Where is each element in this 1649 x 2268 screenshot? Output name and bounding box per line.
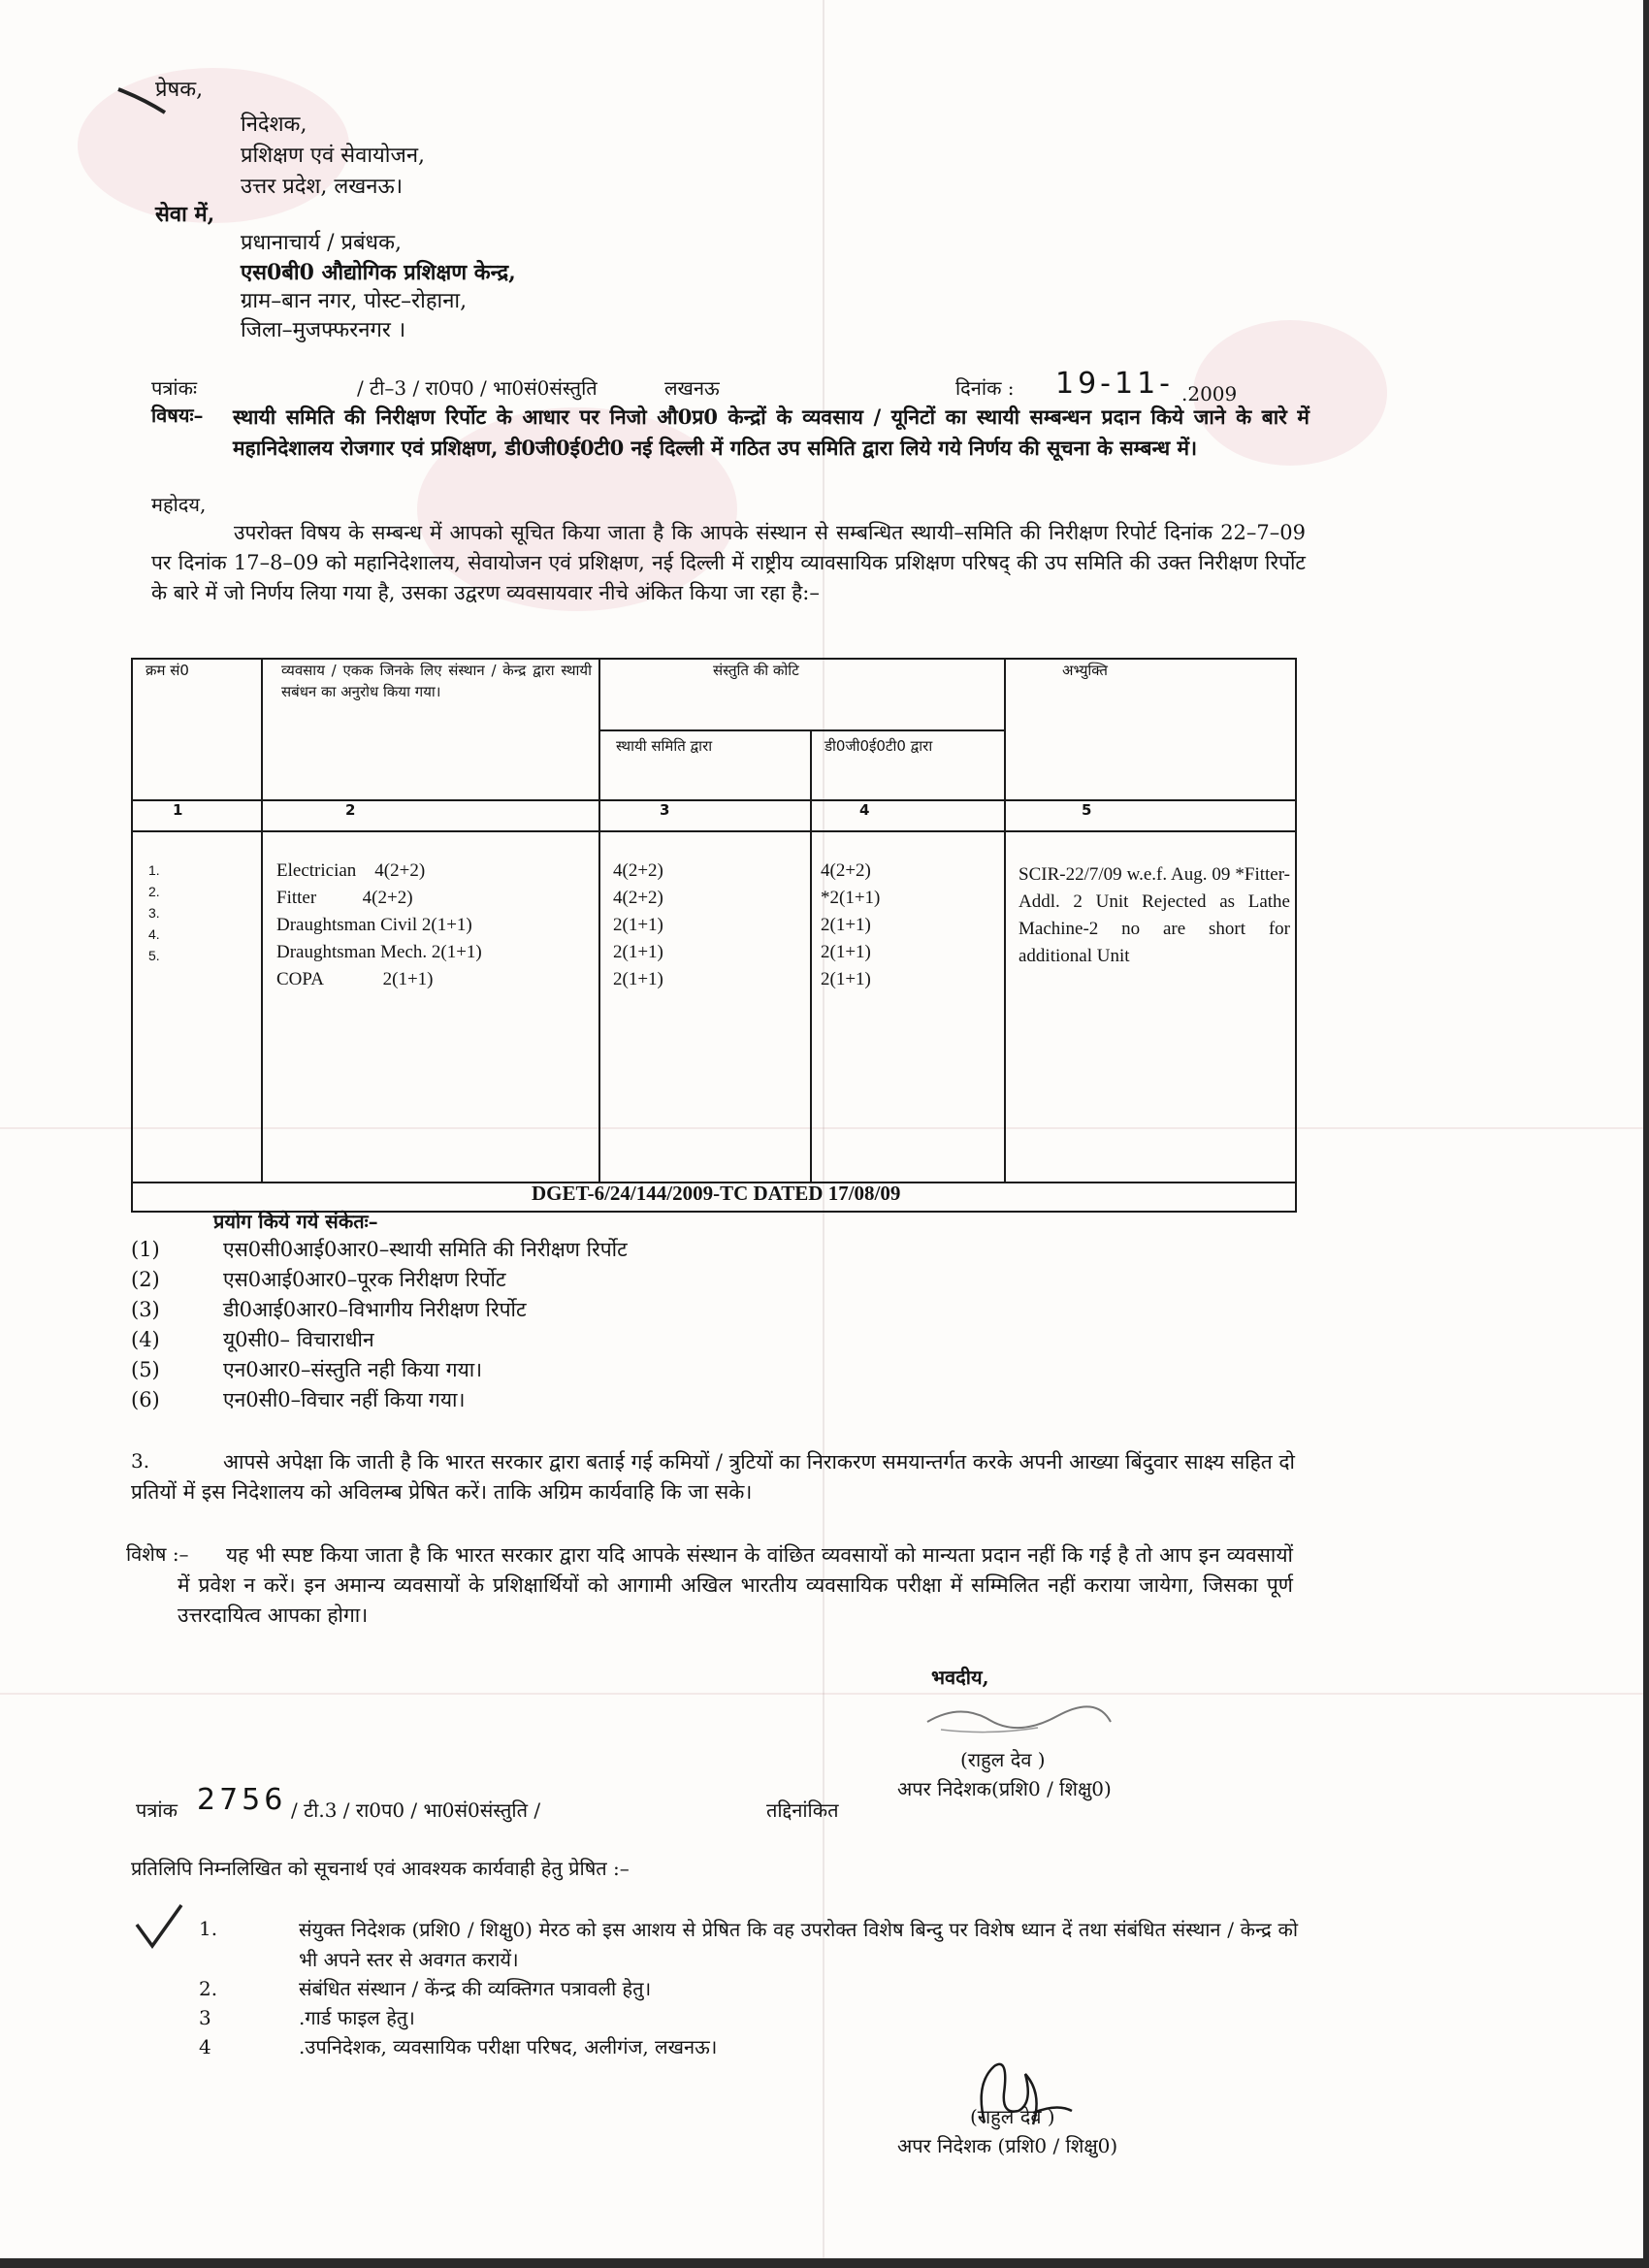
- copy-text: .गार्ड फाइल हेतु।: [299, 2006, 415, 2029]
- row-trade: Draughtsman Civil 2(1+1): [276, 915, 472, 935]
- row-committee: 4(2+2): [613, 888, 663, 908]
- row-committee: 2(1+1): [613, 915, 663, 935]
- abbreviations-list: [131, 1235, 1004, 1419]
- copy-text: .उपनिदेशक, व्यवसायिक परीक्षा परिषद, अलीगंज, लखनऊ।: [299, 2035, 718, 2058]
- header-remarks: अभ्युक्ति: [1062, 662, 1108, 679]
- copy-number: 3: [199, 2006, 211, 2029]
- sender-line: निदेशक,: [241, 113, 307, 137]
- date-label: दिनांक :: [955, 376, 1015, 400]
- table-divider: [131, 799, 1297, 801]
- list-text: एन0आर0–संस्तुति नही किया गया।: [223, 1358, 483, 1381]
- row-dget: 2(1+1): [821, 942, 871, 962]
- header-recommendation: संस्तुति की कोटि: [713, 662, 799, 679]
- row-serial: 1.: [148, 862, 160, 878]
- row-serial: 2.: [148, 884, 160, 899]
- row-committee: 2(1+1): [613, 942, 663, 962]
- row-dget: 2(1+1): [821, 915, 871, 935]
- reference2-date: तद्दिनांकित: [766, 1798, 839, 1822]
- copy-text: संयुक्त निदेशक (प्रशि0 / शिक्षु0) मेरठ को इस आशय से प्रेषित कि वह उपरोक्त विशेष बिन्दु पर विशेष ध्यान दें तथा संबंधित संस्थान / केन्द्र को भी अपने स्तर से अवगत करायें।: [299, 1918, 1298, 1971]
- signatory-name: (राहुल देव ): [960, 1748, 1046, 1771]
- list-text: यू0सी0– विचाराधीन: [223, 1328, 374, 1351]
- list-text: एन0सी0–विचार नहीं किया गया।: [223, 1388, 466, 1411]
- recipient-line: एस0बी0 औद्योगिक प्रशिक्षण केन्द्र,: [241, 260, 516, 285]
- check-mark: [131, 1901, 189, 1955]
- point3-number: 3.: [131, 1449, 150, 1473]
- row-trade: Electrician 4(2+2): [276, 860, 426, 881]
- sender-label: प्रेषक,: [155, 78, 204, 102]
- reference-label: पत्रांकः: [151, 376, 197, 400]
- reference2-label: पत्रांक: [136, 1798, 178, 1822]
- copy-intro: प्रतिलिपि निम्नलिखित को सूचनार्थ एवं आवश्यक कार्यवाही हेतु प्रेषित :–: [131, 1857, 630, 1880]
- list-number: (4): [131, 1328, 160, 1351]
- table-divider: [1004, 658, 1006, 1182]
- row-serial: 3.: [148, 905, 160, 921]
- row-committee: 4(2+2): [613, 860, 663, 881]
- column-number: 1: [173, 801, 183, 819]
- list-text: एस0सी0आई0आर0–स्थायी समिति की निरीक्षण रिर्पोट: [223, 1238, 628, 1261]
- recipient-line: जिला–मुजफ्फरनगर ।: [241, 318, 406, 342]
- page-fold: [0, 1693, 1649, 1695]
- copy-number: 4: [199, 2035, 211, 2058]
- sender-line: उत्तर प्रदेश, लखनऊ।: [241, 175, 404, 199]
- signature-scribble: [922, 1693, 1116, 1746]
- row-dget: 2(1+1): [821, 969, 871, 989]
- point3-text: आपसे अपेक्षा कि जाती है कि भारत सरकार द्वारा बताई गई कमियों / त्रुटियों का निराकरण समयान्तर्गत करके अपनी आख्या बिंदुवार साक्ष्य सहित दो प्रतियों में इस निदेशालय को अविलम्ब प्रेषित करें। ताकि अग्रिम कार्यवाहि कि जा सके।: [131, 1450, 1295, 1504]
- row-trade: Fitter 4(2+2): [276, 888, 413, 908]
- copy-number: 1.: [199, 1917, 218, 1940]
- subject-text: स्थायी समिति की निरीक्षण रिर्पोट के आधार पर निजो औ0प्र0 केन्द्रों के व्यवसाय / यूनिटों का स्थायी सम्बन्धन प्रदान किये जाने के बारे में महानिदेशालय रोजगार एवं प्रशिक्षण, डी0जी0ई0टी0 नई दिल्ली में गठित उप समिति द्वारा लिये गये निर्णय की सूचना के सम्बन्ध में।: [233, 405, 1310, 460]
- header-by-committee: स्थायी समिति द्वारा: [616, 737, 713, 755]
- page-edge: [0, 2258, 1649, 2268]
- table-divider: [598, 658, 600, 1182]
- sender-line: प्रशिक्षण एवं सेवायोजन,: [241, 144, 426, 168]
- signatory-designation: अपर निदेशक (प्रशि0 / शिक्षु0): [897, 2134, 1118, 2157]
- recipient-label: सेवा में,: [155, 202, 215, 227]
- reference-place: लखनऊ: [664, 376, 720, 400]
- column-number: 2: [345, 801, 356, 819]
- handwritten-date: 19-11-: [1055, 367, 1174, 401]
- recipient-line: ग्राम–बान नगर, पोस्ट–रोहाना,: [241, 289, 468, 313]
- list-number: (1): [131, 1238, 160, 1261]
- row-trade: Draughtsman Mech. 2(1+1): [276, 942, 482, 962]
- row-trade: COPA 2(1+1): [276, 969, 434, 989]
- row-dget: *2(1+1): [821, 888, 881, 908]
- row-remarks: SCIR-22/7/09 w.e.f. Aug. 09 *Fitter-Addl. 2 Unit Rejected as Lathe Machine-2 no are short for additional Unit: [1018, 864, 1290, 966]
- list-text: डी0आई0आर0–विभागीय निरीक्षण रिर्पोट: [223, 1298, 527, 1321]
- page-edge: [1643, 0, 1649, 2268]
- intro-paragraph: उपरोक्त विषय के सम्बन्ध में आपको सूचित किया जाता है कि आपके संस्थान से सम्बन्धित स्थायी–समिति की निरीक्षण रिपोर्ट दिनांक 22–7–09 पर दिनांक 17–8–09 को महानिदेशालय, सेवायोजन एवं प्रशिक्षण, नई दिल्ली में राष्ट्रीय व्यावसायिक प्रशिक्षण परिषद् की उप समिति की उक्त निरीक्षण रिर्पोट के बारे में जो निर्णय लिया गया है, उसका उद्वरण व्यवसायवार नीचे अंकित किया जा रहा है:–: [151, 521, 1306, 604]
- list-number: (6): [131, 1388, 160, 1411]
- table-divider: [600, 729, 1004, 731]
- special-text: यह भी स्पष्ट किया जाता है कि भारत सरकार द्वारा यदि आपके संस्थान के वांछित व्यवसायों को मान्यता प्रदान नहीं कि गई है तो आप इन व्यवसायों में प्रवेश न करें। इन अमान्य व्यवसायों के प्रशिक्षार्थियों को आगामी अखिल भारतीय व्यवसायिक परीक्षा में सम्मिलित नहीं कराया जायेगा, जिसका पूर्ण उत्तरदायित्व आपका होगा।: [178, 1543, 1293, 1627]
- table-divider: [131, 830, 1297, 832]
- list-number: (5): [131, 1358, 160, 1381]
- list-text: एस0आई0आर0–पूरक निरीक्षण रिर्पोट: [223, 1268, 506, 1291]
- header-trade: व्यवसाय / एकक जिनके लिए संस्थान / केन्द्र द्वारा स्थायी सबंधन का अनुरोध किया गया।: [281, 662, 592, 700]
- column-number: 5: [1082, 801, 1092, 819]
- row-serial: 5.: [148, 948, 160, 963]
- list-number: (3): [131, 1298, 160, 1321]
- column-number: 3: [660, 801, 670, 819]
- subject-label: विषयः–: [151, 404, 204, 427]
- copy-number: 2.: [199, 1977, 218, 2000]
- reference2-handwritten-number: 2756: [197, 1783, 287, 1817]
- table-divider: [810, 729, 812, 1182]
- date-year: .2009: [1181, 382, 1238, 405]
- signatory-name: (राहुल देव ): [970, 2105, 1055, 2128]
- list-number: (2): [131, 1268, 160, 1291]
- reference2-number: / टी.3 / रा0प0 / भा0सं0संस्तुति /: [291, 1798, 541, 1822]
- copy-text: संबंधित संस्थान / केंन्द्र की व्यक्तिगत पत्रावली हेतु।: [299, 1977, 652, 2000]
- column-number: 4: [859, 801, 870, 819]
- row-dget: 4(2+2): [821, 860, 871, 881]
- header-by-dget: डी0जी0ई0टी0 द्वारा: [824, 737, 933, 755]
- recipient-line: प्रधानाचार्य / प्रबंधक,: [241, 231, 402, 255]
- reference-number: / टी–3 / रा0प0 / भा0सं0संस्तुति: [357, 376, 598, 400]
- table-footer-text: DGET-6/24/144/2009-TC DATED 17/08/09: [532, 1182, 901, 1205]
- abbreviations-title: प्रयोग किये गये संकेतः–: [213, 1210, 378, 1233]
- special-label: विशेष :–: [126, 1542, 189, 1566]
- row-committee: 2(1+1): [613, 969, 663, 989]
- row-serial: 4.: [148, 926, 160, 942]
- closing: भवदीय,: [931, 1666, 989, 1689]
- salutation: महोदय,: [151, 493, 207, 516]
- table-divider: [261, 658, 263, 1182]
- signatory-designation: अपर निदेशक(प्रशि0 / शिक्षु0): [897, 1777, 1112, 1800]
- header-serial: क्रम सं0: [146, 662, 189, 679]
